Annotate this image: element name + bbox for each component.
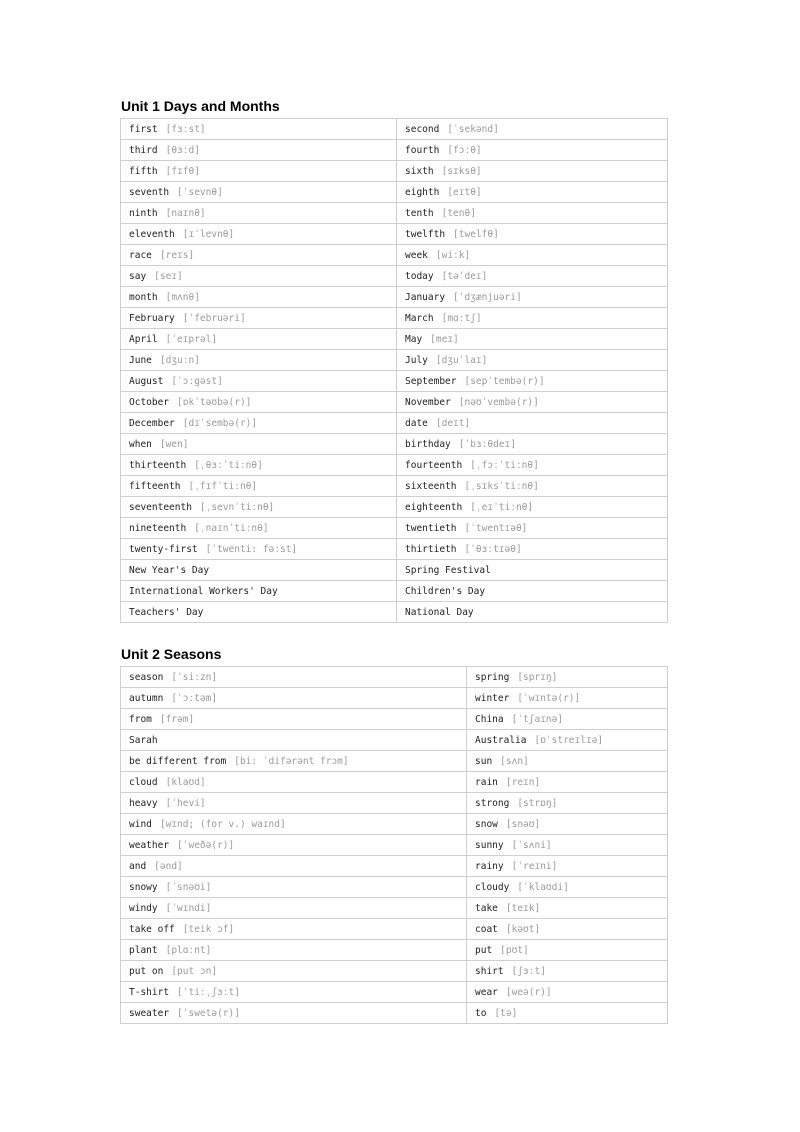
table-row [121, 224, 668, 245]
vocab-word: wind [129, 818, 152, 830]
vocab-cell [121, 793, 467, 814]
vocab-phonetic: [snəʊ] [505, 818, 541, 830]
vocab-word: ninth [129, 207, 158, 219]
table-row [121, 539, 668, 560]
vocab-phonetic: [wɪnd; (for v.) waɪnd] [159, 818, 286, 830]
vocab-word: rain [475, 776, 498, 788]
vocab-word: winter [475, 692, 510, 704]
vocab-word: to [475, 1007, 487, 1019]
vocab-word: September [405, 375, 457, 387]
vocab-word: and [129, 860, 147, 872]
vocab-phonetic: [sepˈtembə(r)] [464, 375, 545, 387]
vocab-word: April [129, 333, 158, 345]
vocab-cell [467, 793, 668, 814]
vocab-word: Teachers' Day [129, 606, 204, 618]
vocab-cell [467, 772, 668, 793]
vocab-cell [121, 161, 397, 182]
vocab-phonetic: [reɪn] [505, 776, 541, 788]
vocab-cell [121, 961, 467, 982]
vocab-word: spring [475, 671, 510, 683]
vocab-word: put [475, 944, 493, 956]
vocab-word: sixth [405, 165, 434, 177]
vocab-word: eleventh [129, 228, 175, 240]
vocab-word: from [129, 713, 152, 725]
vocab-word: twentieth [405, 522, 457, 534]
vocab-word: May [405, 333, 423, 345]
vocab-phonetic: [teik ɔf] [182, 923, 235, 935]
vocab-word: second [405, 123, 440, 135]
vocab-word: January [405, 291, 446, 303]
table-row [121, 602, 668, 623]
vocab-phonetic: [put ɔn] [171, 965, 218, 977]
vocab-word: Australia [475, 734, 527, 746]
unit-2-vocabulary-table [120, 666, 668, 1024]
vocab-word: cloudy [475, 881, 510, 893]
vocab-cell [121, 203, 397, 224]
vocab-word: International Workers' Day [129, 585, 278, 597]
vocab-cell [121, 287, 397, 308]
vocab-cell [121, 1003, 467, 1024]
vocab-cell [397, 476, 668, 497]
vocab-word: take [475, 902, 498, 914]
vocab-word: rainy [475, 860, 504, 872]
vocab-word: July [405, 354, 428, 366]
vocab-phonetic: [ˈdʒænjuəri] [453, 291, 522, 303]
vocab-phonetic: [wen] [159, 438, 189, 450]
vocab-phonetic: [fɪfθ] [165, 165, 200, 177]
vocab-cell [467, 751, 668, 772]
table-row [121, 287, 668, 308]
vocab-phonetic: [ˈsnəʊi] [165, 881, 212, 893]
vocab-cell [467, 688, 668, 709]
vocab-cell [121, 856, 467, 877]
table-row [121, 751, 668, 772]
table-row [121, 119, 668, 140]
vocab-phonetic: [ʃɜːt] [511, 965, 546, 977]
vocab-word: China [475, 713, 504, 725]
table-row [121, 898, 668, 919]
vocab-cell [121, 539, 397, 560]
vocab-cell [397, 224, 668, 245]
vocab-word: strong [475, 797, 510, 809]
vocab-phonetic: [ˈsekənd] [447, 123, 499, 135]
vocab-word: November [405, 396, 451, 408]
vocab-cell [121, 709, 467, 730]
vocab-cell [467, 856, 668, 877]
vocab-cell [397, 539, 668, 560]
vocab-word: today [405, 270, 434, 282]
vocab-word: third [129, 144, 158, 156]
vocab-phonetic: [dʒuˈlaɪ] [435, 354, 488, 366]
table-row [121, 856, 668, 877]
table-row [121, 581, 668, 602]
vocab-phonetic: [ˈreɪni] [511, 860, 558, 872]
vocab-word: coat [475, 923, 498, 935]
table-row [121, 982, 668, 1003]
vocab-word: thirteenth [129, 459, 187, 471]
table-row [121, 266, 668, 287]
vocab-cell [121, 266, 397, 287]
vocab-word: tenth [405, 207, 434, 219]
vocab-cell [121, 730, 467, 751]
vocab-cell [121, 455, 397, 476]
vocab-phonetic: [strɒŋ] [517, 797, 558, 809]
vocab-phonetic: [fɔːθ] [447, 144, 482, 156]
table-row [121, 245, 668, 266]
vocab-cell [397, 602, 668, 623]
vocab-phonetic: [ˌnaɪnˈtiːnθ] [194, 522, 269, 534]
table-row [121, 772, 668, 793]
vocab-phonetic: [ˈklaʊdi] [517, 881, 569, 893]
vocab-phonetic: [ˈɔːtəm] [171, 692, 218, 704]
vocab-word: cloud [129, 776, 158, 788]
vocab-phonetic: [frəm] [159, 713, 195, 725]
vocab-phonetic: [kəʊt] [505, 923, 541, 935]
vocab-phonetic: [nəʊˈvembə(r)] [458, 396, 539, 408]
table-row [121, 140, 668, 161]
table-row [121, 329, 668, 350]
table-row [121, 434, 668, 455]
vocab-word: wear [475, 986, 498, 998]
vocab-word: seventh [129, 186, 170, 198]
vocab-cell [121, 350, 397, 371]
vocab-phonetic: [ˈwɪndi] [165, 902, 212, 914]
vocab-phonetic: [ˈsʌni] [511, 839, 552, 851]
vocab-cell [121, 245, 397, 266]
vocab-phonetic: [ˈsiːzn] [171, 671, 218, 683]
vocab-cell [121, 814, 467, 835]
vocab-cell [397, 203, 668, 224]
vocab-phonetic: [ɒˈstreɪlɪə] [534, 734, 604, 746]
table-row [121, 203, 668, 224]
vocab-phonetic: [mɑːtʃ] [441, 312, 482, 324]
table-row [121, 476, 668, 497]
table-row [121, 392, 668, 413]
vocab-phonetic: [sʌn] [500, 755, 529, 767]
vocab-word: August [129, 375, 164, 387]
vocab-phonetic: [ˈsevnθ] [177, 186, 223, 198]
vocab-phonetic: [seɪ] [154, 270, 183, 282]
vocab-cell [467, 961, 668, 982]
vocab-phonetic: [wiːk] [435, 249, 471, 261]
vocab-cell [121, 898, 467, 919]
vocab-cell [467, 667, 668, 688]
vocab-cell [467, 919, 668, 940]
vocab-phonetic: [təˈdeɪ] [441, 270, 488, 282]
vocab-word: race [129, 249, 152, 261]
vocab-phonetic: [ˌsɪksˈtiːnθ] [464, 480, 539, 492]
vocab-phonetic: [ənd] [154, 860, 183, 872]
vocab-phonetic: [ɪˈlevnθ] [182, 228, 235, 240]
vocab-phonetic: [ˈswetə(r)] [177, 1007, 240, 1019]
vocab-cell [121, 581, 397, 602]
table-row [121, 877, 668, 898]
vocab-phonetic: [ˈwɪntə(r)] [517, 692, 581, 704]
vocab-phonetic: [ˌfɪfˈtiːnθ] [188, 480, 258, 492]
vocab-phonetic: [sɪksθ] [441, 165, 482, 177]
vocab-phonetic: [ɒkˈtəʊbə(r)] [177, 396, 252, 408]
vocab-cell [467, 898, 668, 919]
vocab-word: put on [129, 965, 164, 977]
vocab-word: snowy [129, 881, 158, 893]
vocab-phonetic: [weə(r)] [505, 986, 552, 998]
vocab-cell [397, 581, 668, 602]
vocab-word: T-shirt [129, 986, 170, 998]
vocab-word: fourteenth [405, 459, 463, 471]
vocab-cell [121, 392, 397, 413]
table-row [121, 835, 668, 856]
vocab-word: sunny [475, 839, 504, 851]
vocab-phonetic: [ˈhevi] [165, 797, 206, 809]
vocab-cell [121, 329, 397, 350]
vocab-cell [121, 940, 467, 961]
vocab-phonetic: [sprɪŋ] [517, 671, 558, 683]
vocab-phonetic: [ˈθɜːtɪəθ] [464, 543, 522, 555]
vocab-cell [121, 119, 397, 140]
vocab-cell [397, 245, 668, 266]
vocab-cell [397, 413, 668, 434]
vocab-phonetic: [klaʊd] [165, 776, 206, 788]
vocab-cell [121, 688, 467, 709]
vocab-word: plant [129, 944, 158, 956]
table-row [121, 497, 668, 518]
table-row [121, 371, 668, 392]
vocab-phonetic: [ˈtwentɪəθ] [464, 522, 528, 534]
table-row [121, 961, 668, 982]
vocab-word: seventeenth [129, 501, 192, 513]
unit-2-table-body [121, 667, 668, 1024]
vocab-cell [121, 667, 467, 688]
vocab-word: month [129, 291, 158, 303]
vocab-word: shirt [475, 965, 504, 977]
table-row [121, 518, 668, 539]
vocab-phonetic: [ˌsevnˈtiːnθ] [199, 501, 275, 513]
vocab-phonetic: [ˌeɪˈtiːnθ] [470, 501, 534, 513]
vocab-word: sun [475, 755, 493, 767]
vocab-word: snow [475, 818, 498, 830]
vocab-word: fourth [405, 144, 440, 156]
vocab-cell [397, 308, 668, 329]
vocab-phonetic: [tenθ] [441, 207, 476, 219]
table-row [121, 1003, 668, 1024]
vocab-word: date [405, 417, 428, 429]
vocab-word: February [129, 312, 175, 324]
vocab-word: fifth [129, 165, 158, 177]
vocab-cell [397, 329, 668, 350]
vocab-cell [121, 497, 397, 518]
vocab-word: March [405, 312, 434, 324]
unit-1-table-body [121, 119, 668, 623]
vocab-phonetic: [teɪk] [505, 902, 541, 914]
vocab-cell [467, 814, 668, 835]
vocab-cell [467, 940, 668, 961]
vocab-cell [467, 982, 668, 1003]
unit-2-heading: Unit 2 Seasons [121, 646, 222, 662]
vocab-cell [121, 308, 397, 329]
vocab-phonetic: [meɪ] [430, 333, 459, 345]
table-row [121, 350, 668, 371]
vocab-phonetic: [ˈweðə(r)] [177, 839, 235, 851]
table-row [121, 161, 668, 182]
vocab-cell [121, 772, 467, 793]
table-row [121, 413, 668, 434]
vocab-cell [397, 371, 668, 392]
vocab-cell [121, 182, 397, 203]
vocab-phonetic: [bi: ˈdifərənt frɔm] [234, 755, 349, 767]
table-row [121, 560, 668, 581]
unit-1-heading: Unit 1 Days and Months [121, 98, 280, 114]
vocab-word: December [129, 417, 175, 429]
vocab-cell [467, 835, 668, 856]
vocab-cell [121, 835, 467, 856]
vocab-phonetic: [ˈeɪprəl] [165, 333, 218, 345]
vocab-word: first [129, 123, 158, 135]
vocab-word: season [129, 671, 164, 683]
vocab-cell [397, 161, 668, 182]
vocab-word: when [129, 438, 152, 450]
vocab-word: birthday [405, 438, 451, 450]
vocab-cell [121, 560, 397, 581]
vocab-phonetic: [ˈfebruəri] [182, 312, 246, 324]
vocab-word: eighteenth [405, 501, 463, 513]
vocab-cell [121, 982, 467, 1003]
vocab-cell [121, 518, 397, 539]
vocab-word: heavy [129, 797, 158, 809]
vocab-word: sweater [129, 1007, 170, 1019]
vocab-word: week [405, 249, 428, 261]
vocab-word: thirtieth [405, 543, 457, 555]
table-row [121, 730, 668, 751]
vocab-phonetic: [ˌθɜːˈtiːnθ] [194, 459, 263, 471]
table-row [121, 182, 668, 203]
vocab-cell [397, 497, 668, 518]
vocab-word: nineteenth [129, 522, 187, 534]
vocab-word: Spring Festival [405, 564, 491, 576]
table-row [121, 709, 668, 730]
vocab-cell [397, 518, 668, 539]
vocab-word: windy [129, 902, 158, 914]
vocab-phonetic: [ˈbɜːθdeɪ] [458, 438, 516, 450]
vocab-cell [121, 751, 467, 772]
vocab-word: twenty-first [129, 543, 198, 555]
vocab-cell [121, 413, 397, 434]
vocab-word: National Day [405, 606, 474, 618]
vocab-phonetic: [fɜːst] [165, 123, 206, 135]
vocab-cell [397, 266, 668, 287]
vocab-word: New Year's Day [129, 564, 210, 576]
unit-1-vocabulary-table [120, 118, 668, 623]
table-row [121, 793, 668, 814]
vocab-cell [397, 434, 668, 455]
vocab-cell [467, 877, 668, 898]
vocab-phonetic: [θɜːd] [165, 144, 200, 156]
vocab-cell [397, 392, 668, 413]
vocab-cell [397, 119, 668, 140]
table-row [121, 667, 668, 688]
vocab-cell [397, 455, 668, 476]
vocab-phonetic: [dʒuːn] [159, 354, 200, 366]
table-row [121, 919, 668, 940]
vocab-phonetic: [naɪnθ] [165, 207, 206, 219]
vocab-word: autumn [129, 692, 164, 704]
vocab-word: Sarah [129, 734, 158, 746]
table-row [121, 308, 668, 329]
vocab-word: be different from [129, 755, 227, 767]
vocab-cell [467, 730, 668, 751]
vocab-phonetic: [mʌnθ] [165, 291, 200, 303]
vocab-cell [121, 877, 467, 898]
vocab-cell [467, 709, 668, 730]
vocab-phonetic: [pʊt] [500, 944, 529, 956]
table-row [121, 455, 668, 476]
vocab-phonetic: [ˈtʃaɪnə] [511, 713, 564, 725]
vocab-cell [467, 1003, 668, 1024]
table-row [121, 814, 668, 835]
vocab-word: eighth [405, 186, 440, 198]
vocab-phonetic: [reɪs] [159, 249, 195, 261]
vocab-phonetic: [plɑːnt] [165, 944, 212, 956]
vocab-cell [121, 919, 467, 940]
vocab-word: take off [129, 923, 175, 935]
vocab-cell [397, 182, 668, 203]
vocab-phonetic: [twelfθ] [453, 228, 499, 240]
vocab-word: June [129, 354, 152, 366]
vocab-cell [121, 371, 397, 392]
vocab-phonetic: [tə] [494, 1007, 518, 1019]
vocab-phonetic: [dɪˈsembə(r)] [182, 417, 258, 429]
vocab-phonetic: [deɪt] [435, 417, 471, 429]
vocab-cell [121, 434, 397, 455]
vocab-word: fifteenth [129, 480, 181, 492]
vocab-word: say [129, 270, 147, 282]
vocab-word: weather [129, 839, 170, 851]
vocab-word: Children's Day [405, 585, 486, 597]
vocab-cell [121, 602, 397, 623]
vocab-phonetic: [ˌfɔːˈtiːnθ] [470, 459, 539, 471]
vocab-phonetic: [ˈtiːˌʃɜːt] [177, 986, 240, 998]
vocab-cell [397, 140, 668, 161]
vocab-cell [397, 287, 668, 308]
vocab-cell [121, 476, 397, 497]
table-row [121, 688, 668, 709]
vocab-word: sixteenth [405, 480, 457, 492]
vocab-cell [121, 224, 397, 245]
vocab-phonetic: [ˈɔːgəst] [171, 375, 223, 387]
vocab-cell [397, 350, 668, 371]
vocab-word: October [129, 396, 170, 408]
vocab-word: twelfth [405, 228, 446, 240]
vocab-cell [397, 560, 668, 581]
vocab-cell [121, 140, 397, 161]
vocab-phonetic: [eɪtθ] [447, 186, 482, 198]
vocab-phonetic: [ˈtwenti: fəːst] [205, 543, 298, 555]
table-row [121, 940, 668, 961]
